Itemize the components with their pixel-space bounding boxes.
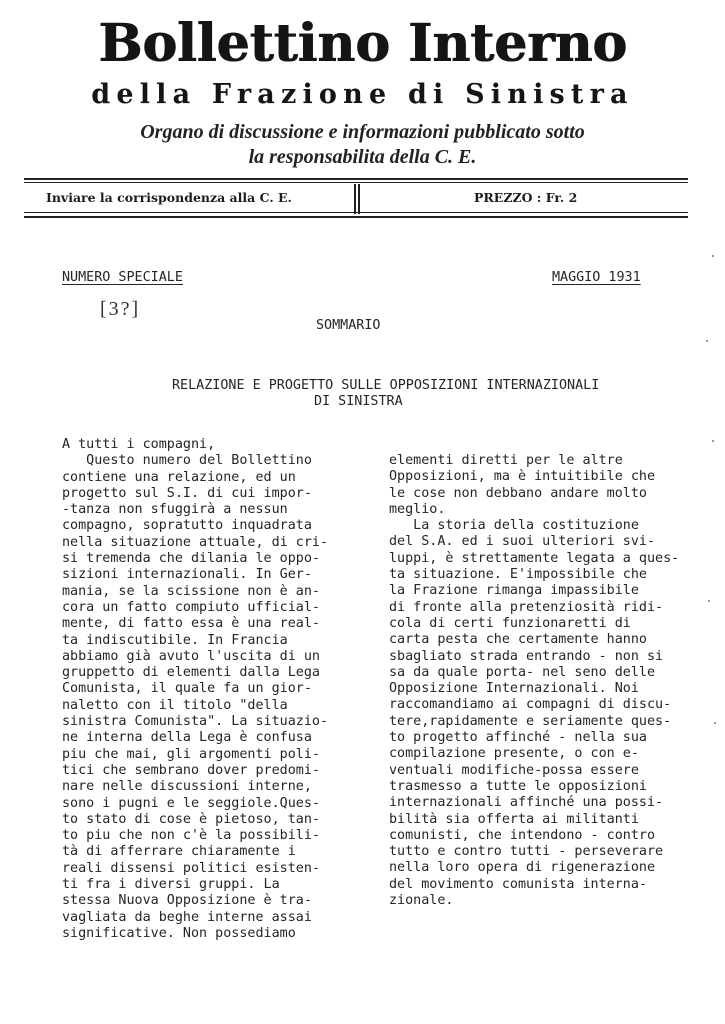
issue-date: MAGGIO 1931 bbox=[552, 270, 641, 285]
bottom-rule-thin bbox=[24, 212, 688, 213]
correspondence-note: Inviare la corrispondenza alla C. E. bbox=[46, 190, 292, 205]
article-title-line-1: RELAZIONE E PROGETTO SULLE OPPOSIZIONI INTERNAZIONALI bbox=[172, 378, 600, 393]
bulletin-title: Bollettino Interno bbox=[98, 13, 627, 74]
top-rule bbox=[24, 178, 688, 180]
scan-speck bbox=[714, 722, 716, 724]
organ-line-1: Organo di discussione e informazioni pubblicato sotto bbox=[140, 121, 585, 143]
scan-speck bbox=[712, 255, 714, 257]
price-label: PREZZO : Fr. 2 bbox=[474, 190, 578, 205]
bulletin-subtitle: della Frazione di Sinistra bbox=[91, 79, 634, 110]
right-column-text: elementi diretti per le altre Opposizioni, ma è intuitibile che le cose non debbano andare molto meglio. La storia della costituzione del S.A. ed i suoi ulteriori svi- luppi, è strettamente legata a ques- ta situazione. E'impossibile che la Frazione rimanga impassibile di fronte alla pretenziosità ridi- cola di certi funzionaretti di carta pesta che certamente hanno sbagliato strada entrando - non si sa da quale porta- nel seno delle Opposizione Internazionali. Noi raccomandiamo ai compagni di discu- tere,rapidamente e seriamente ques- to progetto affinché - nella sua compilazione presente, o con e- ventuali modifiche-possa essere trasmesso a tutte le opposizioni internazionali affinché una possi- bilità sia offerta ai militanti comunisti, che intendono - contro tutto e contro tutti - perseverare nella loro opera di rigenerazione del movimento comunista interna- zionale. bbox=[389, 453, 680, 909]
organ-line-2: la responsabilita della C. E. bbox=[248, 146, 477, 168]
summary-heading: SOMMARIO bbox=[316, 318, 381, 333]
scan-speck bbox=[708, 600, 710, 602]
bottom-rule bbox=[24, 216, 688, 218]
handwritten-note: [3?] bbox=[100, 298, 141, 320]
left-column-text: A tutti i compagni, Questo numero del Bollettino contiene una relazione, ed un progetto sul S.I. di cui impor- -tanza non sfuggirà a nessun compagno, sopratutto inquadrata nella situazione attuale, di cri- si tremenda che dilania le oppo- sizioni internazionali. In Ger- mania, se la scissione non è an- cora un fatto compiuto ufficial- mente, di fatto essa è una real- ta indiscutibile. In Francia abbiamo già avuto l'uscita di un gruppetto di elementi dalla Lega Comunista, il quale fa un gior- naletto con il titolo "della sinistra Comunista". La situazio- ne interna della Lega è confusa piu che mai, gli argomenti poli- tici che sembrano dover predomi- nare nelle discussioni interne, sono i pugni e le seggiole.Ques- to stato di cose è pietoso, tan- to piu che non c'è la possibili- tà di afferrare chiaramente i reali dissensi politici esisten- ti fra i diversi gruppi. La stessa Nuova Opposizione è tra- vagliata da beghe interne assai significative. Non possediamo bbox=[62, 437, 329, 941]
top-rule-thin bbox=[24, 182, 688, 183]
info-divider-2 bbox=[358, 184, 360, 214]
article-title-line-2: DI SINISTRA bbox=[314, 394, 403, 409]
issue-number: NUMERO SPECIALE bbox=[62, 270, 183, 285]
scan-speck bbox=[712, 440, 714, 442]
scan-speck bbox=[706, 340, 708, 342]
info-divider bbox=[354, 184, 356, 214]
